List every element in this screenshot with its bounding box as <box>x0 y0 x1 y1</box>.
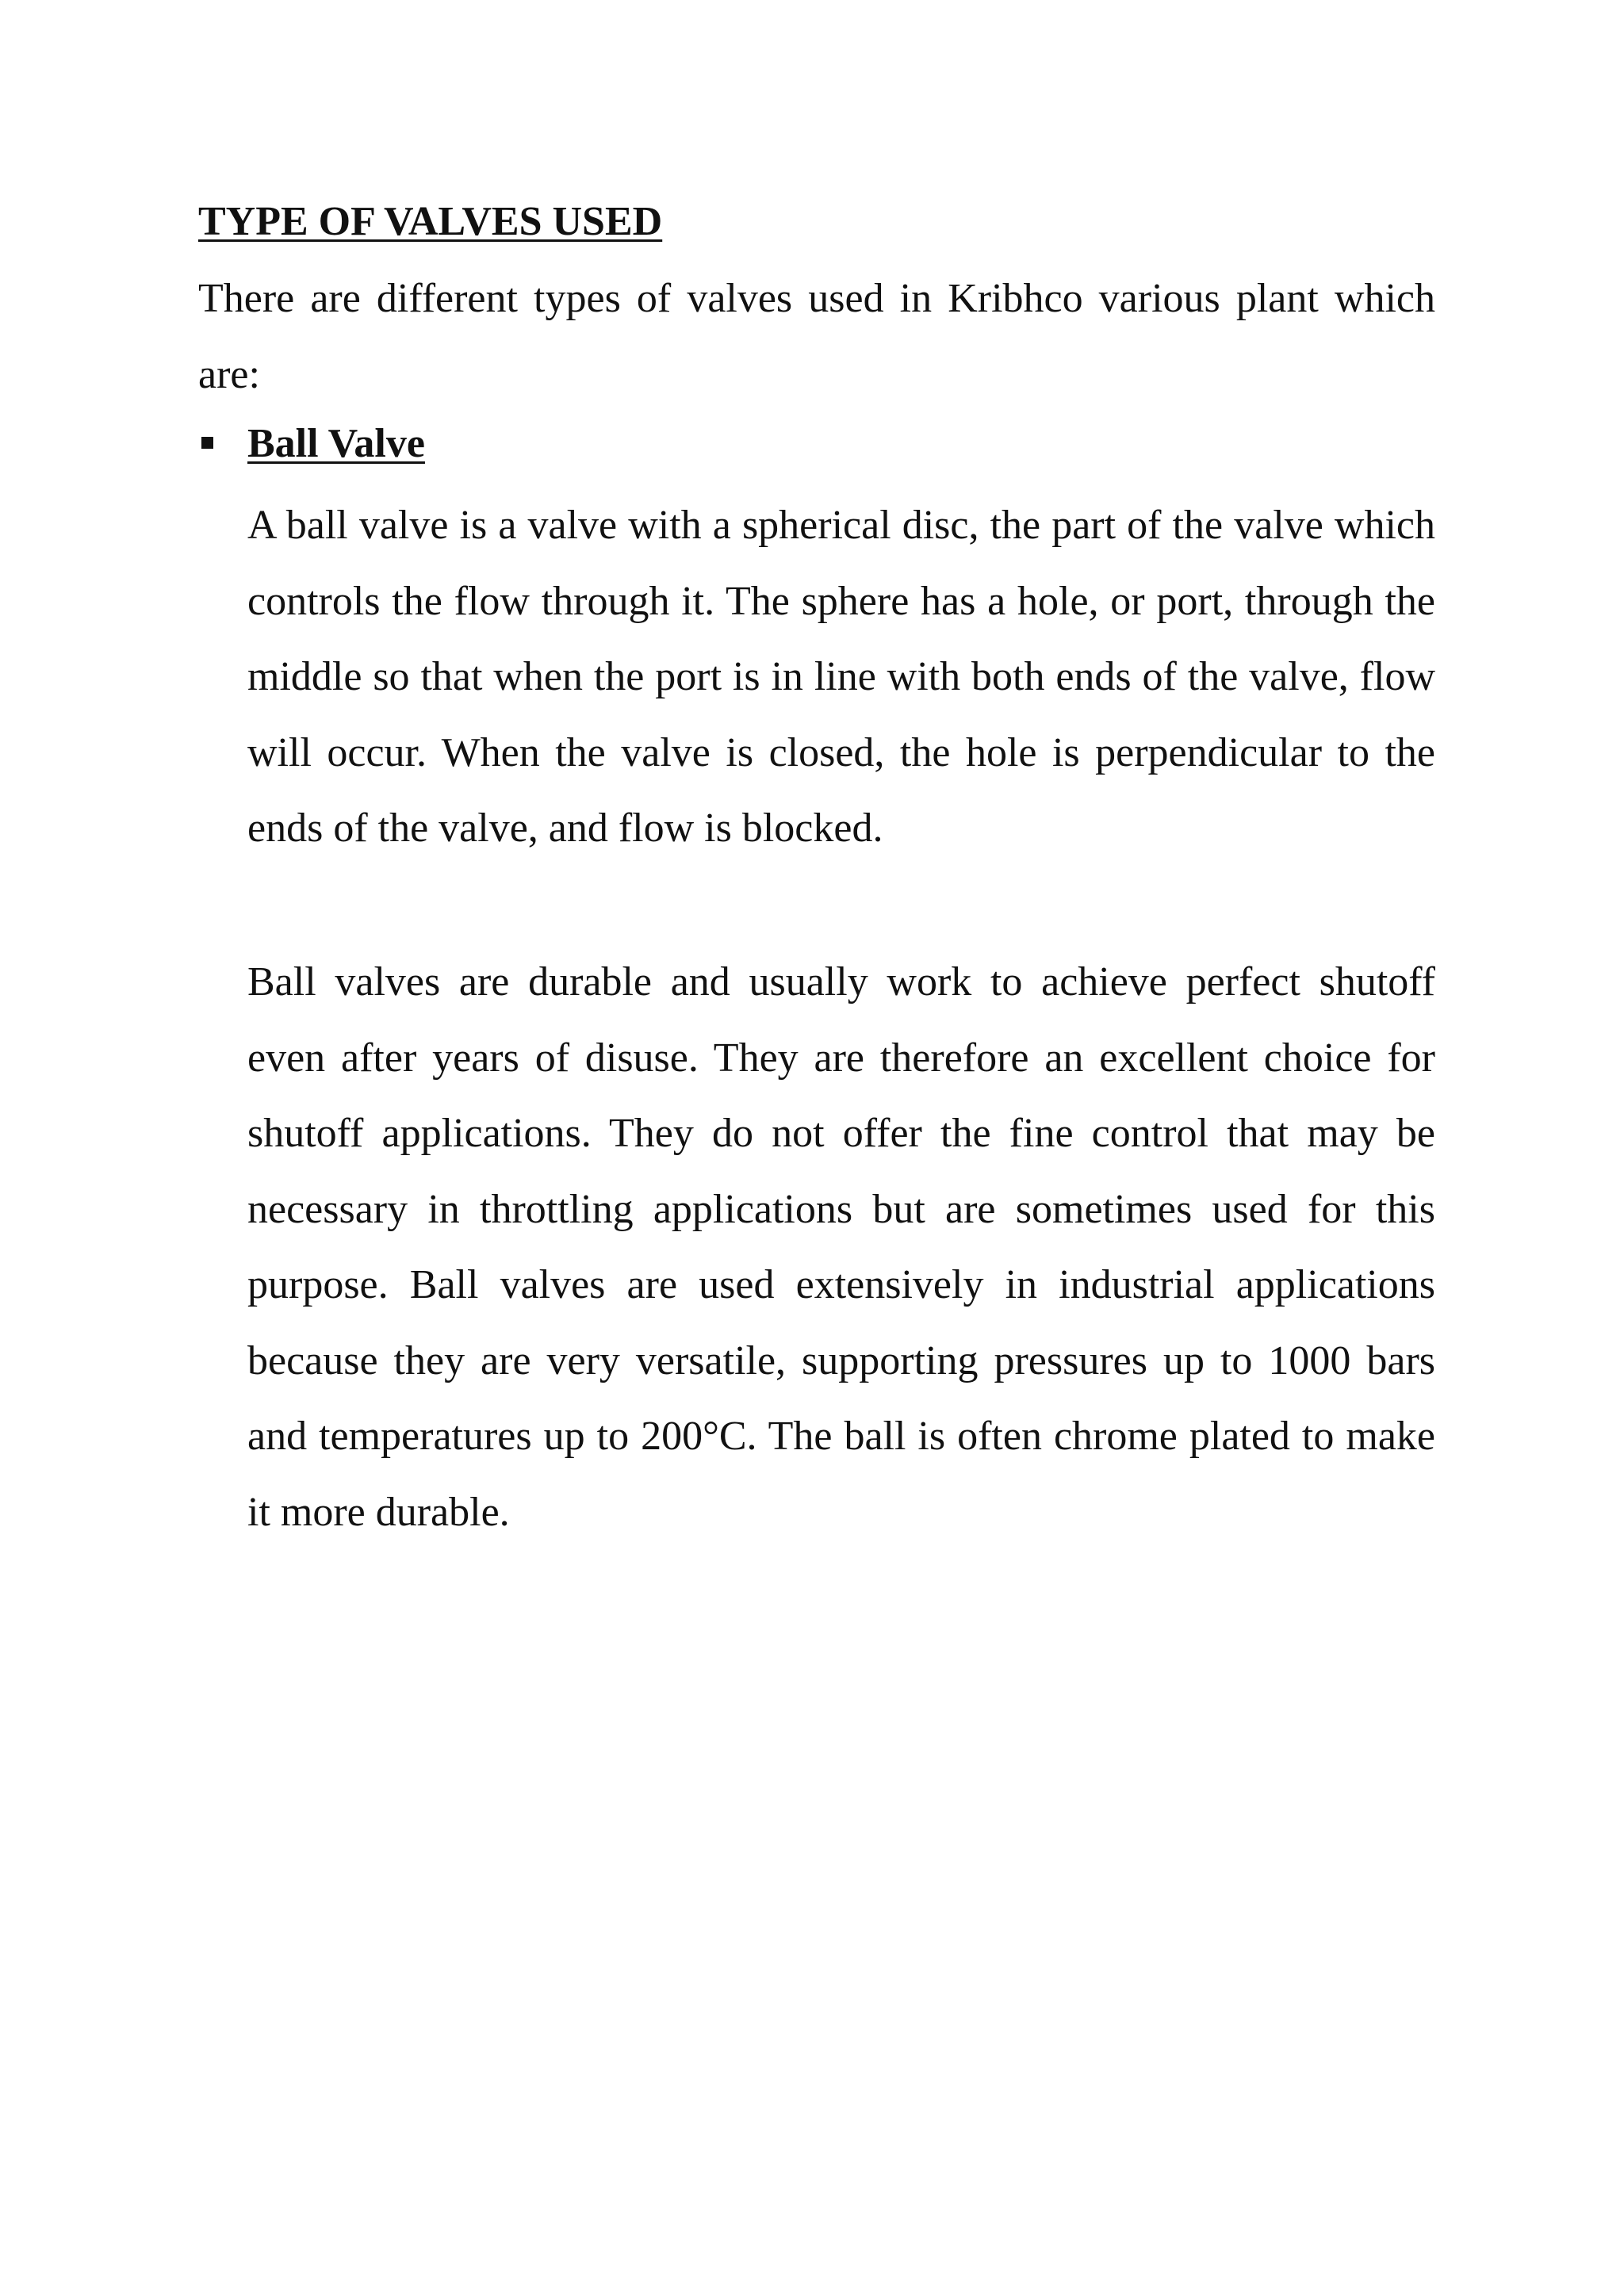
square-bullet-icon <box>201 437 213 449</box>
page-heading: TYPE OF VALVES USED <box>198 199 663 244</box>
section-title: Ball Valve <box>247 421 425 466</box>
intro-paragraph: There are different types of valves used in Kribhco various plant which are: <box>198 276 1435 397</box>
bullet-item-ball-valve <box>198 412 1435 488</box>
body-paragraph: A ball valve is a valve with a spherical disc, the part of the valve which controls the flow through it. The sphere has a hole, or port, through the middle so that when the port is in line with both ends of the valve, flow will occur. When the valve is closed, the hole is perpendicular to the ends of the valve, and flow is blocked. <box>247 503 1435 851</box>
body-paragraph: Ball valves are durable and usually work to achieve perfect shutoff even after years of disuse. They are therefore an excellent choice for shutoff applications. They do not offer the fine control that may be necessary in throttling applications but are sometimes used for this purpose. Ball valves are used extensively in industrial applications because they are very versatile, supporting pressures up to 1000 bars and temperatures up to 200°C. The ball is often chrome plated to make it more durable. <box>247 959 1435 1535</box>
